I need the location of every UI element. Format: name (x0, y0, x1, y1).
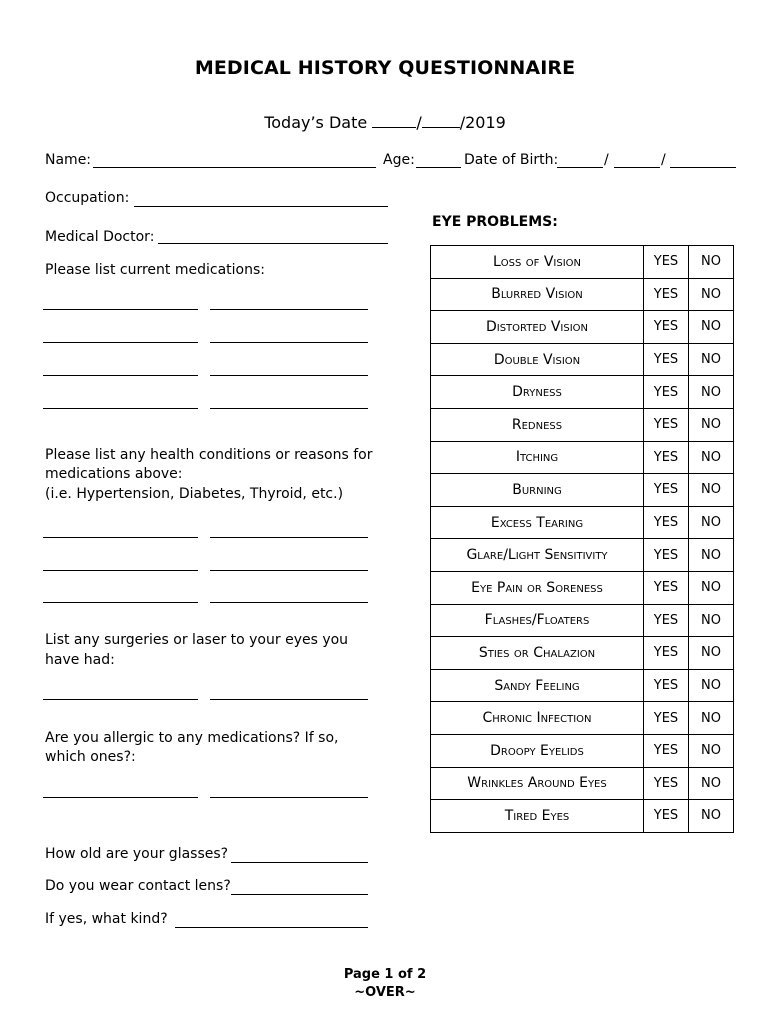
eye-problem-label: Blurred Vision (431, 278, 644, 311)
eye-problem-row (431, 669, 734, 702)
no-option[interactable]: NO (689, 278, 734, 311)
medication-field-4a[interactable] (43, 408, 198, 409)
eye-problem-label: Wrinkles Around Eyes (431, 767, 644, 800)
yes-option[interactable]: YES (644, 767, 689, 800)
yes-option[interactable]: YES (644, 539, 689, 572)
conditions-label-line2: medications above: (45, 466, 183, 482)
age-field[interactable] (416, 167, 461, 168)
medications-label: Please list current medications: (45, 262, 265, 278)
eye-problem-label: Loss of Vision (431, 246, 644, 279)
eye-problem-row (431, 637, 734, 670)
no-option[interactable]: NO (689, 571, 734, 604)
eye-problems-heading: EYE PROBLEMS: (432, 214, 558, 230)
yes-option[interactable]: YES (644, 343, 689, 376)
dob-slash-1: / (604, 152, 609, 168)
eye-problem-row (431, 441, 734, 474)
condition-field-2b[interactable] (210, 570, 368, 571)
yes-option[interactable]: YES (644, 702, 689, 735)
lens-kind-field[interactable] (175, 927, 368, 928)
surgery-field-a[interactable] (43, 699, 198, 700)
no-option[interactable]: NO (689, 474, 734, 507)
eye-problem-row (431, 376, 734, 409)
condition-field-3a[interactable] (43, 602, 198, 603)
allergies-label-line2: which ones?: (45, 749, 136, 765)
eye-problem-label: Tired Eyes (431, 800, 644, 833)
allergy-field-a[interactable] (43, 797, 198, 798)
date-month-field[interactable] (372, 112, 416, 128)
doctor-label: Medical Doctor: (45, 229, 155, 245)
eye-problem-label: Double Vision (431, 343, 644, 376)
eye-problem-label: Glare/Light Sensitivity (431, 539, 644, 572)
yes-option[interactable]: YES (644, 441, 689, 474)
yes-option[interactable]: YES (644, 604, 689, 637)
name-field[interactable] (93, 167, 376, 168)
dob-year-field[interactable] (670, 167, 736, 168)
date-day-field[interactable] (422, 112, 460, 128)
no-option[interactable]: NO (689, 506, 734, 539)
surgeries-label-line2: have had: (45, 652, 115, 668)
conditions-label-line1: Please list any health conditions or reasons for (45, 447, 373, 463)
eye-problem-row (431, 734, 734, 767)
eye-problem-row (431, 246, 734, 279)
eye-problem-label: Sandy Feeling (431, 669, 644, 702)
medication-field-2b[interactable] (210, 342, 368, 343)
dob-label: Date of Birth: (464, 152, 559, 168)
eye-problem-row (431, 278, 734, 311)
no-option[interactable]: NO (689, 734, 734, 767)
eye-problem-row (431, 800, 734, 833)
eye-problem-row (431, 408, 734, 441)
no-option[interactable]: NO (689, 441, 734, 474)
yes-option[interactable]: YES (644, 571, 689, 604)
conditions-label-line3: (i.e. Hypertension, Diabetes, Thyroid, etc.) (45, 486, 344, 502)
no-option[interactable]: NO (689, 637, 734, 670)
yes-option[interactable]: YES (644, 637, 689, 670)
yes-option[interactable]: YES (644, 474, 689, 507)
todays-date-row: Today’s Date / /2019 (264, 113, 506, 132)
date-year: /2019 (459, 113, 506, 132)
yes-option[interactable]: YES (644, 311, 689, 344)
no-option[interactable]: NO (689, 669, 734, 702)
yes-option[interactable]: YES (644, 669, 689, 702)
medication-field-4b[interactable] (210, 408, 368, 409)
contacts-field[interactable] (231, 894, 368, 895)
doctor-field[interactable] (158, 243, 388, 244)
eye-problem-row (431, 571, 734, 604)
yes-option[interactable]: YES (644, 506, 689, 539)
condition-field-3b[interactable] (210, 602, 368, 603)
dob-slash-2: / (661, 152, 666, 168)
no-option[interactable]: NO (689, 311, 734, 344)
eye-problem-row (431, 604, 734, 637)
dob-day-field[interactable] (614, 167, 660, 168)
dob-month-field[interactable] (557, 167, 603, 168)
eye-problem-row (431, 702, 734, 735)
medication-field-3b[interactable] (210, 375, 368, 376)
over-note: ~OVER~ (354, 985, 416, 1000)
medication-field-1a[interactable] (43, 309, 198, 310)
no-option[interactable]: NO (689, 604, 734, 637)
eye-problem-label: Burning (431, 474, 644, 507)
todays-date-label: Today’s Date (264, 113, 368, 132)
page-title: MEDICAL HISTORY QUESTIONNAIRE (194, 57, 576, 79)
yes-option[interactable]: YES (644, 800, 689, 833)
eye-problem-label: Dryness (431, 376, 644, 409)
no-option[interactable]: NO (689, 376, 734, 409)
eye-problem-label: Redness (431, 408, 644, 441)
no-option[interactable]: NO (689, 702, 734, 735)
surgery-field-b[interactable] (210, 699, 368, 700)
medication-field-3a[interactable] (43, 375, 198, 376)
no-option[interactable]: NO (689, 408, 734, 441)
eye-problem-label: Flashes/Floaters (431, 604, 644, 637)
eye-problems-table (430, 245, 734, 833)
condition-field-1b[interactable] (210, 537, 368, 538)
no-option[interactable]: NO (689, 800, 734, 833)
yes-option[interactable]: YES (644, 376, 689, 409)
yes-option[interactable]: YES (644, 246, 689, 279)
no-option[interactable]: NO (689, 246, 734, 279)
eye-problem-row (431, 474, 734, 507)
condition-field-2a[interactable] (43, 570, 198, 571)
allergy-field-b[interactable] (210, 797, 368, 798)
occupation-label: Occupation: (45, 190, 130, 206)
eye-problem-row (431, 311, 734, 344)
age-label: Age: (383, 152, 415, 168)
eye-problem-label: Droopy Eyelids (431, 734, 644, 767)
contacts-label: Do you wear contact lens? (45, 878, 231, 894)
no-option[interactable]: NO (689, 539, 734, 572)
eye-problem-label: Chronic Infection (431, 702, 644, 735)
no-option[interactable]: NO (689, 343, 734, 376)
medication-field-2a[interactable] (43, 342, 198, 343)
no-option[interactable]: NO (689, 767, 734, 800)
medication-field-1b[interactable] (210, 309, 368, 310)
eye-problem-label: Eye Pain or Soreness (431, 571, 644, 604)
occupation-field[interactable] (134, 206, 388, 207)
eye-problem-label: Excess Tearing (431, 506, 644, 539)
lens-kind-label: If yes, what kind? (45, 911, 168, 927)
page-footer (0, 966, 770, 1002)
eye-problem-row (431, 343, 734, 376)
yes-option[interactable]: YES (644, 278, 689, 311)
page-number: Page 1 of 2 (343, 967, 427, 982)
eye-problem-row (431, 506, 734, 539)
condition-field-1a[interactable] (43, 537, 198, 538)
name-label: Name: (45, 152, 92, 168)
yes-option[interactable]: YES (644, 734, 689, 767)
eye-problem-row (431, 767, 734, 800)
glasses-field[interactable] (231, 862, 368, 863)
glasses-label: How old are your glasses? (45, 846, 229, 862)
eye-problem-row (431, 539, 734, 572)
allergies-label-line1: Are you allergic to any medications? If so, (45, 730, 339, 746)
eye-problem-label: Itching (431, 441, 644, 474)
eye-problem-label: Distorted Vision (431, 311, 644, 344)
eye-problem-label: Sties or Chalazion (431, 637, 644, 670)
surgeries-label-line1: List any surgeries or laser to your eyes you (45, 632, 349, 648)
yes-option[interactable]: YES (644, 408, 689, 441)
